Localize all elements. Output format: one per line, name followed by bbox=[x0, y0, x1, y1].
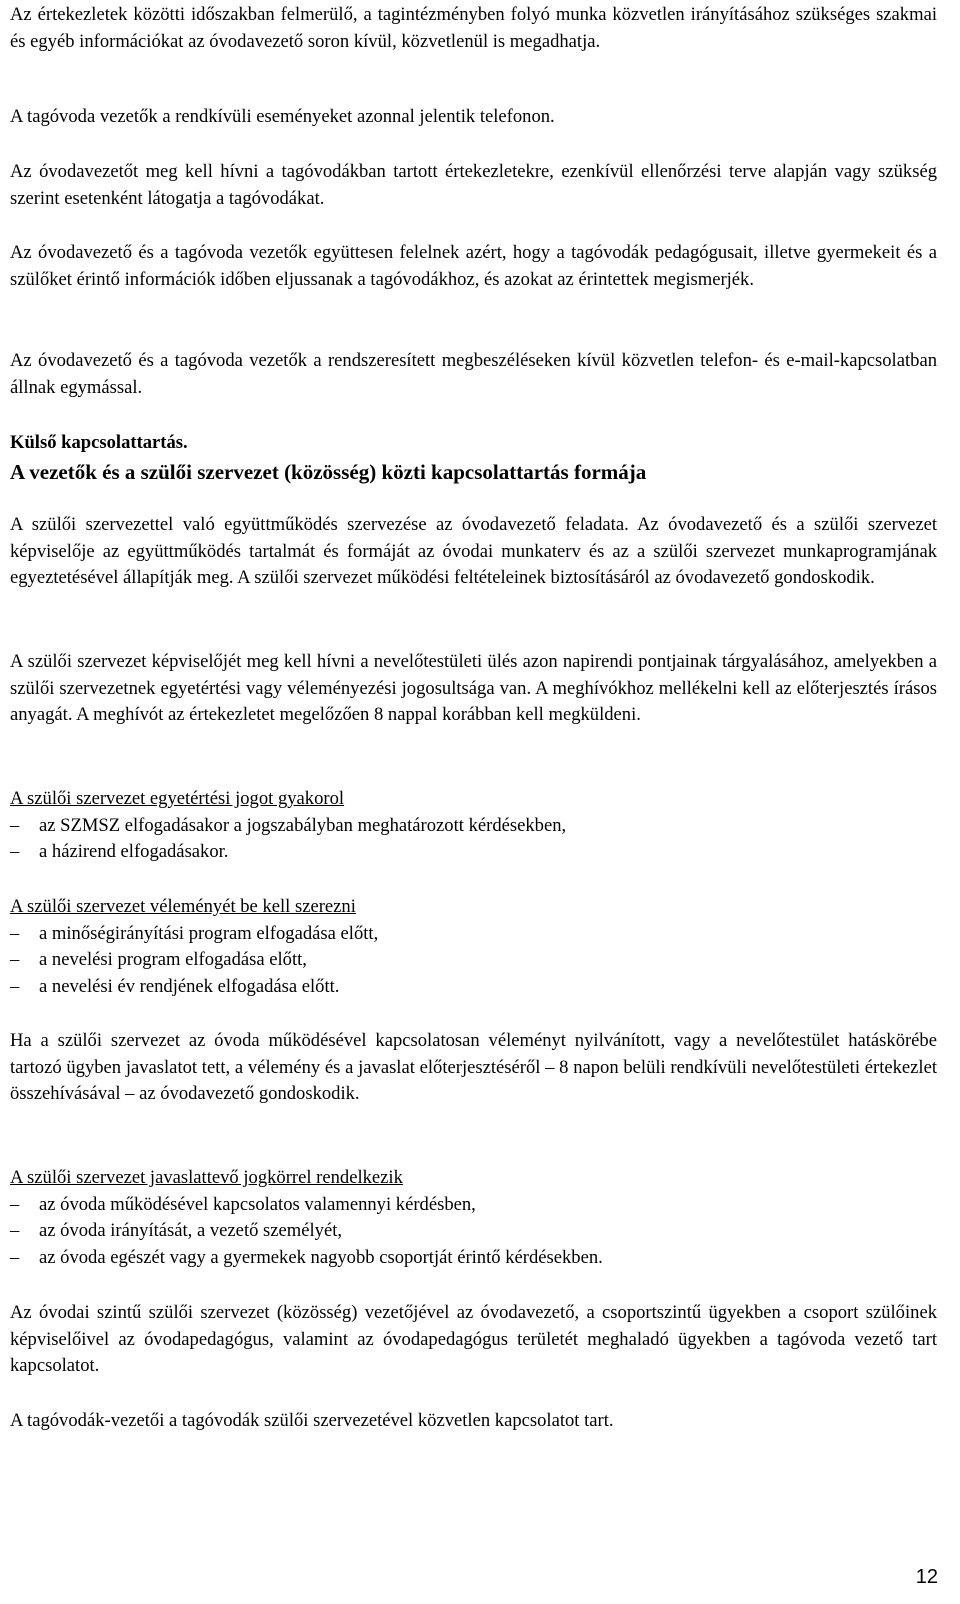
paragraph-meghivo: A szülői szervezet képviselőjét meg kell hívni a nevelőtestületi ülés azon napirendi pontjainak tárgyalásához, amelyekben a szülői szervezetnek egyetértési vagy véleményezési jogosultsága van. A meghívókhoz mellékelni kell az előterjesztés írásos anyagát. A meghívót az értekezletet megelőzően 8 nappal korábban kell megküldeni. bbox=[10, 651, 937, 725]
list-item bbox=[10, 1245, 937, 1272]
list-item bbox=[10, 813, 937, 840]
list-item-text: az óvoda működésével kapcsolatos valamennyi kérdésben, bbox=[39, 1193, 476, 1215]
dash-bullet: – bbox=[10, 1193, 20, 1215]
paragraph-javaslat: Ha a szülői szervezet az óvoda működésével kapcsolatosan véleményt nyilvánított, vagy a nevelőtestület hatáskörébe tartozó ügyben javaslatot tett, a vélemény és a javaslat előterjesztéséről – 8 napon belüli rendkívüli nevelőtestületi értekezlet összehívásával – az óvodavezető gondoskodik. bbox=[10, 1030, 937, 1104]
heading-kulso-kapcsolattartas: Külső kapcsolattartás. bbox=[10, 432, 188, 453]
list-title: A szülői szervezet véleményét be kell szerezni bbox=[10, 896, 356, 917]
dash-bullet: – bbox=[10, 1220, 20, 1241]
paragraph-egyuttmukodes: A szülői szervezettel való együttműködés szervezése az óvodavezető feladata. Az óvodavezető és a szülői szervezet képviselője az együttműködés tartalmát és formáját az óvodai munkaterv és az a szülői szervezet munkaprogramjának egyeztetésével állapítják meg. A szülői szervezet működési feltételeinek biztosításáról az óvodavezető gondoskodik. bbox=[10, 514, 937, 588]
paragraph-tagovoda-vezetok: A tagóvodák-vezetői a tagóvodák szülői szervezetével közvetlen kapcsolatot tart. bbox=[10, 1410, 614, 1431]
dash-bullet: – bbox=[10, 841, 20, 862]
paragraph-meghivas: Az óvodavezetőt meg kell hívni a tagóvodákban tartott értekezletekre, ezenkívül ellenőrzési terve alapján vagy szükség szerint esetenként látogatja a tagóvodákat. bbox=[10, 161, 937, 209]
dash-bullet: – bbox=[10, 949, 20, 970]
list-item bbox=[10, 839, 937, 866]
dash-bullet: – bbox=[10, 1246, 20, 1268]
paragraph-kapcsolat: Az óvodavezető és a tagóvoda vezetők a rendszeresített megbeszéléseken kívül közvetlen telefon- és e-mail-kapcsolatban állnak egymással. bbox=[10, 350, 937, 398]
dash-bullet: – bbox=[10, 975, 20, 997]
list-item-text: az óvoda egészét vagy a gyermekek nagyobb csoportját érintő kérdésekben. bbox=[39, 1246, 603, 1268]
list-item-text: az óvoda irányítását, a vezető személyét, bbox=[39, 1220, 343, 1241]
paragraph-felelosseg: Az óvodavezető és a tagóvoda vezetők együttesen felelnek azért, hogy a tagóvodák pedagógusait, illetve gyermekeit és a szülőket érintő információk időben eljussanak a tagóvodákhoz, és azokat az érintettek megismerjék. bbox=[10, 242, 937, 290]
paragraph-rendkivuli: A tagóvoda vezetők a rendkívüli eseményeket azonnal jelentik telefonon. bbox=[10, 106, 555, 127]
dash-bullet: – bbox=[10, 922, 20, 944]
dash-bullet: – bbox=[10, 814, 20, 836]
list-javaslattevo-jogkor bbox=[10, 1165, 937, 1271]
list-item bbox=[10, 947, 937, 974]
heading-szuloi-szervezet: A vezetők és a szülői szervezet (közösség) közti kapcsolattartás formája bbox=[10, 460, 647, 484]
list-item-text: a minőségirányítási program elfogadása előtt, bbox=[39, 922, 379, 944]
list-egyetertesi-jog bbox=[10, 786, 937, 866]
list-item-text: az SZMSZ elfogadásakor a jogszabályban meghatározott kérdésekben, bbox=[39, 814, 567, 836]
page-number: 12 bbox=[915, 1566, 938, 1588]
list-title: A szülői szervezet javaslattevő jogkörrel rendelkezik bbox=[10, 1167, 403, 1188]
paragraph-ertekezletek: Az értekezletek közötti időszakban felmerülő, a tagintézményben folyó munka közvetlen irányításához szükséges szakmai és egyéb információkat az óvodavezető soron kívül, közvetlenül is megadhatja. bbox=[10, 4, 937, 52]
list-item bbox=[10, 921, 937, 948]
list-title: A szülői szervezet egyetértési jogot gyakorol bbox=[10, 788, 345, 809]
paragraph-kapcsolattartas-szintek: Az óvodai szintű szülői szervezet (közösség) vezetőjével az óvodavezető, a csoportszintű ügyekben a csoport szülőinek képviselőivel az óvodapedagógus, valamint az óvodapedagógus területét meghaladó ügyekben a tagóvoda vezető tart kapcsolatot. bbox=[10, 1302, 937, 1376]
list-item-text: a nevelési év rendjének elfogadása előtt. bbox=[39, 975, 340, 997]
list-item-text: a házirend elfogadásakor. bbox=[39, 841, 229, 862]
list-item bbox=[10, 1192, 937, 1219]
list-velemeny bbox=[10, 894, 937, 1000]
list-item bbox=[10, 1218, 937, 1245]
list-item-text: a nevelési program elfogadása előtt, bbox=[39, 949, 307, 970]
list-item bbox=[10, 974, 937, 1001]
